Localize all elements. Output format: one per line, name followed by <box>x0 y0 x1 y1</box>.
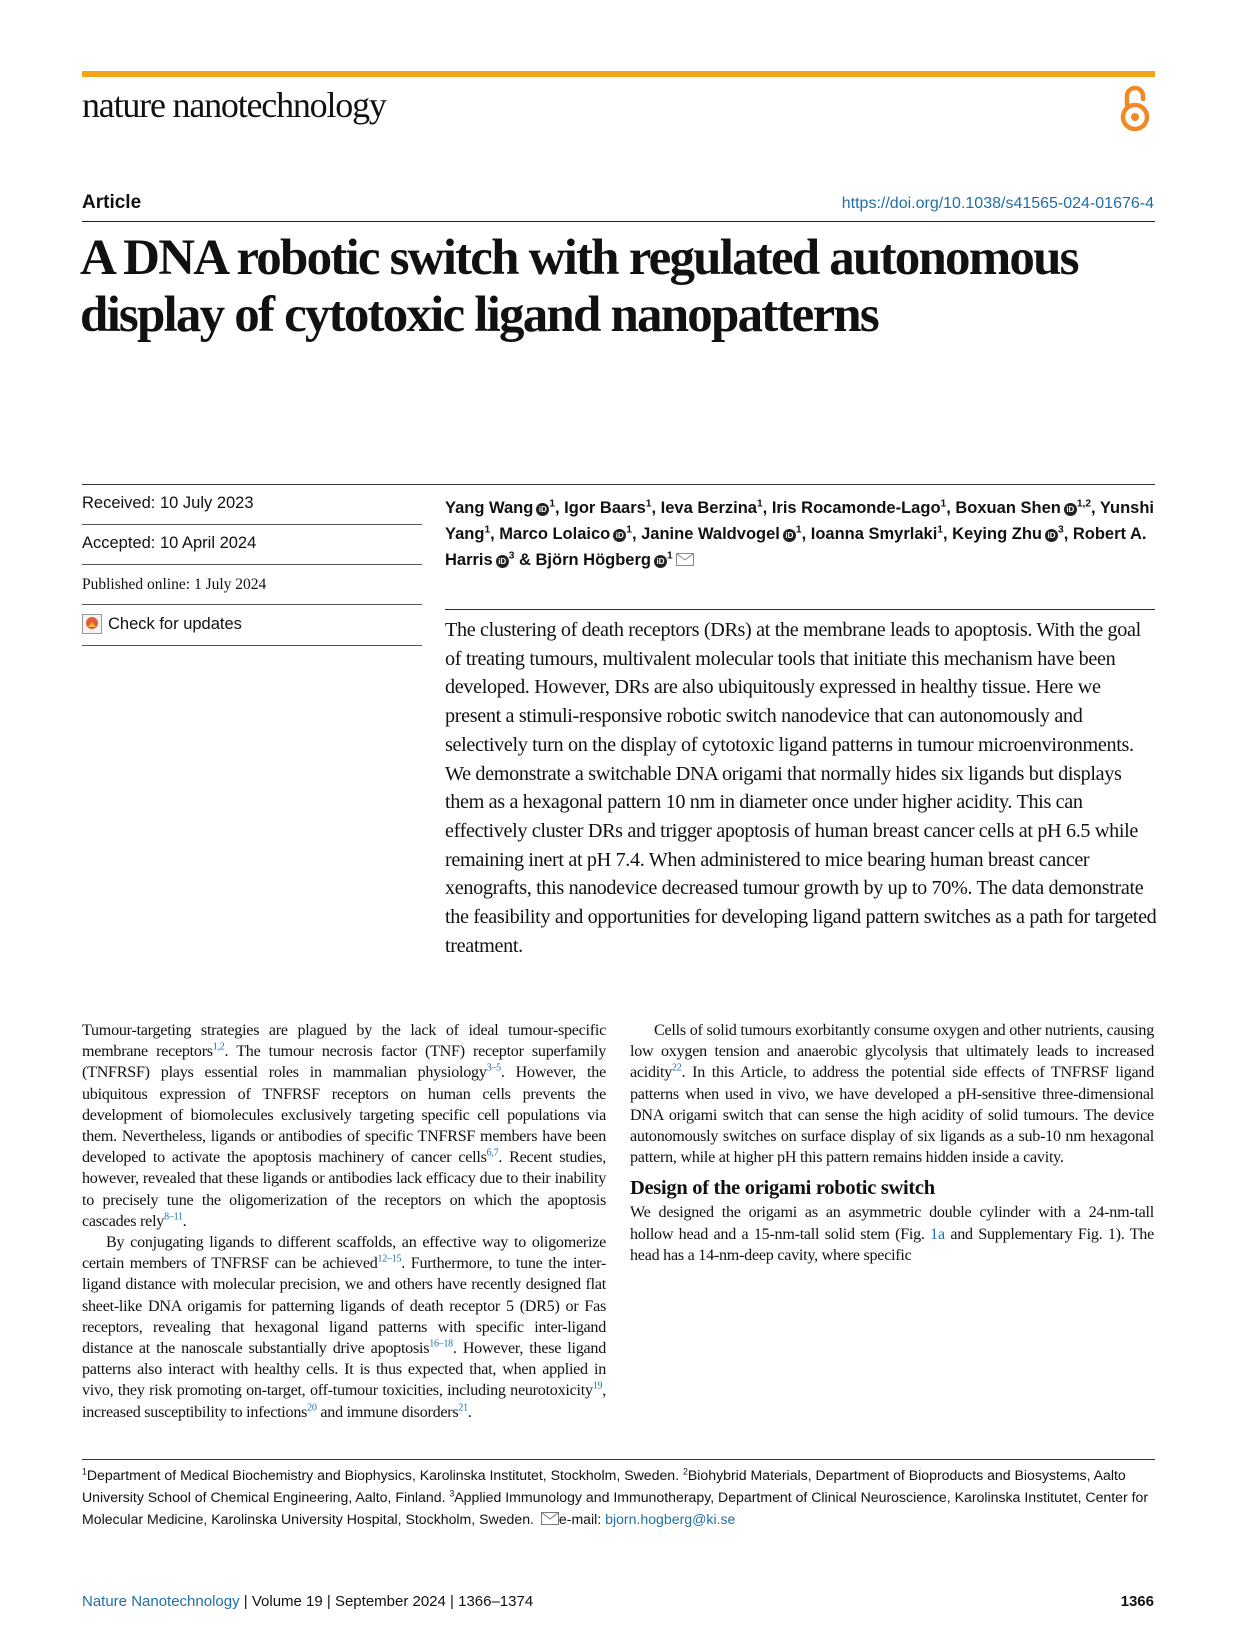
body-column-left <box>82 1020 606 1423</box>
author-affiliation-marker: 1 <box>549 498 555 510</box>
affiliations <box>82 1464 1155 1531</box>
section-heading: Design of the origami robotic switch <box>630 1177 935 1200</box>
affiliation-number: 3 <box>449 1488 455 1499</box>
footer-issue-details: | Volume 19 | September 2024 | 1366–1374 <box>239 1593 534 1610</box>
corresponding-author-email-icon[interactable] <box>676 553 694 566</box>
body-text: . <box>182 1212 187 1230</box>
journal-logo: nature nanotechnology <box>82 85 386 125</box>
body-text: and immune disorders <box>316 1403 459 1421</box>
divider <box>82 604 422 605</box>
body-text: By conjugating ligands to different scaffolds, an effective way to oligomerize certain members of TNFRSF can be achieved <box>82 1234 606 1273</box>
citation-reference[interactable]: 8–11 <box>164 1211 183 1223</box>
orcid-icon[interactable]: iD <box>496 555 509 568</box>
body-paragraph <box>630 1020 1154 1168</box>
author-separator: , <box>801 525 811 543</box>
affiliation-number: 1 <box>82 1466 87 1477</box>
citation-reference[interactable]: 19 <box>592 1381 603 1393</box>
author-affiliation-marker: 1 <box>626 524 632 536</box>
author-name[interactable]: Keying Zhu <box>952 525 1042 543</box>
divider <box>82 524 422 525</box>
orcid-icon[interactable]: iD <box>783 529 796 542</box>
body-text: . Recent studies, however, revealed that these ligands or antibodies lack efficacy due to their inability to precisely tune the oligomerization of the receptors on which the apoptosis cascades rely <box>82 1149 606 1230</box>
header-accent-bar <box>82 71 1155 77</box>
orcid-icon[interactable]: iD <box>654 555 667 568</box>
body-text: We designed the origami as an asymmetric double cylinder with a 24-nm-tall hollow head and a 15-nm-tall solid stem (Fig. <box>630 1204 1154 1243</box>
divider <box>82 221 1155 222</box>
received-date: Received: 10 July 2023 <box>82 494 254 512</box>
citation-reference[interactable]: 22 <box>672 1063 682 1075</box>
doi-link[interactable]: https://doi.org/10.1038/s41565-024-01676-4 <box>841 195 1154 212</box>
orcid-icon[interactable]: iD <box>1045 529 1058 542</box>
orcid-icon[interactable]: iD <box>1064 503 1077 516</box>
author-separator: , <box>555 499 565 517</box>
author-affiliation-marker: 3 <box>508 550 515 562</box>
body-text: . However, the ubiquitous expression of TNFRSF receptors on human cells prevents the development of biomolecules exclusively targeting specific cell populations via them. Nevertheless, ligands or antibodies of specific TNFRSF members have been developed to activate the apoptosis machinery of cancer cells <box>82 1064 606 1167</box>
citation-reference[interactable]: 16–18 <box>429 1338 453 1350</box>
author-affiliation-marker: 3 <box>1058 524 1064 536</box>
check-for-updates-icon <box>82 614 102 634</box>
abstract: The clustering of death receptors (DRs) at the membrane leads to apoptosis. With the goal of treating tumours, multivalent molecular tools that initiate this mechanism have been developed. However, DRs are also ubiquitously expressed in healthy tissue. Here we present a stimuli-responsive robotic switch nanodevice that can autonomously and selectively turn on the display of cytotoxic ligand patterns in tumour microenvironments. We demonstrate a switchable DNA origami that normally hides six ligands but displays them as a hexagonal pattern 10 nm in diameter once under higher acidity. This can effectively cluster DRs and trigger apoptosis of human breast cancer cells at pH 6.5 while remaining inert at pH 7.4. When administered to mice bearing human breast cancer xenografts, this nanodevice decreased tumour growth by up to 70%. The data demonstrate the feasibility and opportunities for developing ligand pattern switches as a path for targeted treatment. <box>445 619 1157 957</box>
author-name[interactable]: Yang Wang <box>445 499 534 517</box>
author-name[interactable]: Ieva Berzina <box>660 499 757 517</box>
author-affiliation-marker: 1 <box>666 550 673 562</box>
author-name[interactable]: Ioanna Smyrlaki <box>810 525 938 543</box>
author-list <box>445 495 1165 573</box>
affiliation-text: Biohybrid Materials, Department of Bioproducts and Biosystems, Aalto University School of Chemical Engineering, Aalto, Finland. <box>82 1467 1126 1506</box>
author-affiliation-marker: 1 <box>484 524 491 536</box>
citation-reference[interactable]: 20 <box>307 1402 317 1414</box>
body-text: , increased susceptibility to infections <box>82 1382 606 1421</box>
author-affiliation-marker: 1 <box>645 498 652 510</box>
citation-reference[interactable]: 1,2 <box>212 1041 225 1053</box>
divider <box>445 609 1155 610</box>
body-text: . Furthermore, to tune the inter-ligand distance with molecular precision, we and others have recently designed flat sheet-like DNA origamis for patterning ligands of death receptor 5 (DR5) or Fas receptors, revealing that hexagonal ligand patterns with specific inter-ligand distance at the nanoscale substantially drive apoptosis <box>82 1255 607 1358</box>
author-name[interactable]: Iris Rocamonde-Lago <box>771 499 941 517</box>
article-title: A DNA robotic switch with regulated autonomous display of cytotoxic ligand nanopatterns <box>80 230 1078 343</box>
affiliation-number: 2 <box>683 1466 688 1477</box>
email-label: e-mail: <box>558 1511 602 1528</box>
author-name[interactable]: Boxuan Shen <box>955 499 1061 517</box>
footer-journal-name: Nature Nanotechnology <box>82 1593 240 1610</box>
author-name[interactable]: Marco Lolaico <box>499 525 611 543</box>
divider <box>82 484 1155 485</box>
citation-reference[interactable]: 21 <box>458 1402 468 1414</box>
author-separator: , <box>1091 499 1100 517</box>
body-paragraph <box>82 1232 606 1423</box>
body-text: and Supplementary Fig. 1). The head has a 14-nm-deep cavity, where specific <box>630 1225 1154 1264</box>
divider <box>82 564 422 565</box>
author-affiliation-marker: 1 <box>937 524 943 536</box>
citation-reference[interactable]: 3–5 <box>486 1063 501 1075</box>
orcid-icon[interactable]: iD <box>613 529 626 542</box>
body-column-right <box>630 1020 1154 1266</box>
author-email-link[interactable]: bjorn.hogberg@ki.se <box>605 1511 736 1528</box>
author-separator: , <box>631 525 642 543</box>
body-text: Cells of solid tumours exorbitantly consume oxygen and other nutrients, causing low oxygen tension and anaerobic glycolysis that ultimately leads to increased acidity <box>630 1022 1154 1082</box>
author-name[interactable]: Janine Waldvogel <box>641 525 780 543</box>
email-icon <box>541 1512 559 1525</box>
check-updates-label: Check for updates <box>108 614 242 633</box>
article-type-label: Article <box>82 192 142 213</box>
author-name[interactable]: Björn Högberg <box>535 551 651 569</box>
body-text: . In this Article, to address the potential side effects of TNFRSF ligand patterns when used in vivo, we have developed a pH-sensitive three-dimensional DNA origami switch that can sense the high acidity of solid tumours. The device autonomously switches on surface display of six ligands as a sub-10 nm hexagonal pattern, while at higher pH this pattern remains hidden inside a cavity. <box>630 1064 1154 1167</box>
check-updates-button[interactable] <box>82 614 422 634</box>
body-text: . However, these ligand patterns also interact with healthy cells. It is thus expected that, when applied in vivo, they risk promoting on-target, off-tumour toxicities, including neurotoxicity <box>82 1340 606 1400</box>
accepted-date: Accepted: 10 April 2024 <box>82 534 257 552</box>
affiliation-text: Department of Medical Biochemistry and Biophysics, Karolinska Institutet, Stockholm, Sweden. <box>86 1467 680 1483</box>
body-paragraph <box>82 1020 606 1232</box>
divider <box>82 1459 1155 1460</box>
author-separator: , <box>651 499 661 517</box>
author-affiliation-marker: 1 <box>756 498 763 510</box>
author-separator: , <box>490 525 500 543</box>
published-date: Published online: 1 July 2024 <box>82 576 267 593</box>
figure-reference-link[interactable]: 1a <box>930 1225 945 1243</box>
orcid-icon[interactable]: iD <box>536 503 549 516</box>
author-separator: , <box>1063 525 1073 543</box>
author-affiliation-marker: 1,2 <box>1076 498 1092 510</box>
author-affiliation-marker: 1 <box>795 524 802 536</box>
citation-reference[interactable]: 6,7 <box>486 1147 499 1159</box>
body-text: . The tumour necrosis factor (TNF) receptor superfamily (TNFRSF) plays essential roles in mammalian physiology <box>82 1043 606 1082</box>
divider <box>82 645 422 646</box>
author-name[interactable]: Yunshi Yang <box>445 499 1155 543</box>
author-separator: & <box>514 551 536 569</box>
page-number: 1366 <box>1120 1593 1154 1610</box>
body-text: . <box>467 1403 472 1421</box>
author-separator: , <box>946 499 956 517</box>
body-paragraph <box>630 1202 1154 1266</box>
author-affiliation-marker: 1 <box>940 498 947 510</box>
author-separator: , <box>762 499 772 517</box>
citation-reference[interactable]: 12–15 <box>377 1253 402 1265</box>
author-name[interactable]: Robert A. Harris <box>445 525 1147 569</box>
open-access-lock-icon <box>1118 85 1152 133</box>
author-name[interactable]: Igor Baars <box>564 499 646 517</box>
affiliation-text: Applied Immunology and Immunotherapy, Department of Clinical Neuroscience, Karolinska Institutet, Center for Molecular Medicine, Karolinska University Hospital, Stockholm, Sweden. <box>82 1489 1149 1528</box>
author-separator: , <box>942 525 953 543</box>
footer-citation <box>82 1593 533 1610</box>
body-text: Tumour-targeting strategies are plagued by the lack of ideal tumour-specific membrane receptors <box>82 1022 606 1061</box>
